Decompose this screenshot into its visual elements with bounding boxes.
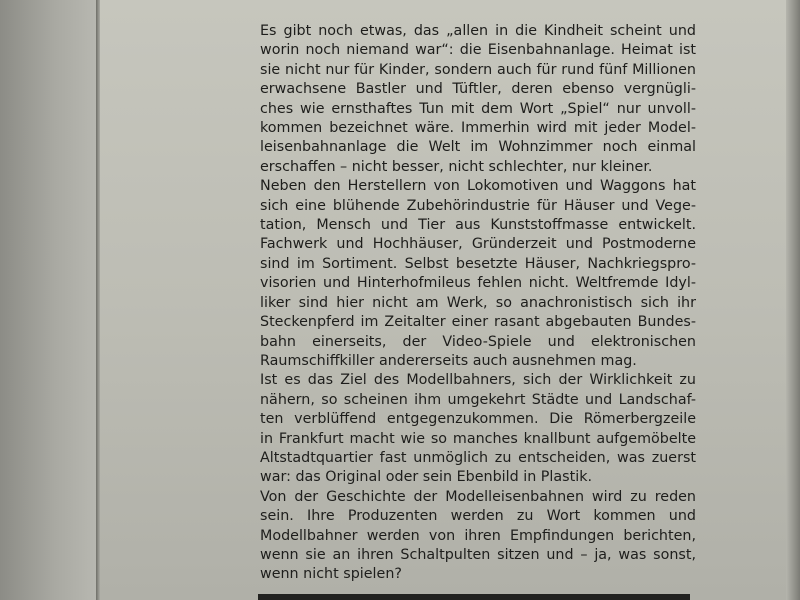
text-line: in Frankfurt macht wie so manches knallbunt aufgemöbelte xyxy=(260,430,696,447)
text-line: Ist es das Ziel des Modellbahners, sich der Wirklichkeit zu xyxy=(260,372,696,389)
text-line: worin noch niemand war“: die Eisenbahnanlage. Heimat ist xyxy=(260,42,696,59)
text-line: wenn nicht spielen? xyxy=(260,566,402,583)
text-line: sie nicht nur für Kinder, sondern auch für rund fünf Millionen xyxy=(260,61,696,78)
image-border-bar xyxy=(258,594,690,600)
text-line: ches wie ernsthaftes Tun mit dem Wort „Spiel“ nur unvoll- xyxy=(260,100,696,117)
text-line: bahn einerseits, der Video-Spiele und elektronischen xyxy=(260,333,696,350)
text-line: ten verblüffend entgegenzukommen. Die Römerbergzeile xyxy=(260,411,696,428)
text-line: Neben den Herstellern von Lokomotiven und Waggons hat xyxy=(260,178,696,195)
text-line: liker sind hier nicht am Werk, so anachronistisch sich ihr xyxy=(260,294,696,311)
text-line: kommen bezeichnet wäre. Immerhin wird mit jeder Model- xyxy=(260,120,696,137)
text-line: tation, Mensch und Tier aus Kunststoffmasse entwickelt. xyxy=(260,217,696,234)
text-line: sein. Ihre Produzenten werden zu Wort kommen und xyxy=(260,508,696,525)
text-line: sind im Sortiment. Selbst besetzte Häuser, Nachkriegspro- xyxy=(260,255,696,272)
text-line: Es gibt noch etwas, das „allen in die Kindheit scheint und xyxy=(260,23,696,39)
text-line: erwachsene Bastler und Tüftler, deren ebenso vergnügli- xyxy=(260,81,696,98)
text-line: erschaffen – nicht besser, nicht schlechter, nur kleiner. xyxy=(260,158,653,175)
text-line: leisenbahnanlage die Welt im Wohnzimmer noch einmal xyxy=(260,139,696,156)
right-page-edge xyxy=(786,0,800,600)
left-page xyxy=(0,0,100,600)
text-line: visorien und Hinterhofmileus fehlen nicht. Weltfremde Idyl- xyxy=(260,275,696,292)
text-line: Modellbahner werden von ihren Empfindungen berichten, xyxy=(260,527,696,544)
text-line: sich eine blühende Zubehörindustrie für Häuser und Vege- xyxy=(260,197,696,214)
text-line: Von der Geschichte der Modelleisenbahnen wird zu reden xyxy=(260,488,696,505)
body-text xyxy=(260,22,696,585)
text-line: war: das Original oder sein Ebenbild in Plastik. xyxy=(260,469,593,486)
text-line: wenn sie an ihren Schaltpulten sitzen und – ja, was sonst, xyxy=(260,546,696,563)
text-line: Altstadtquartier fast unmöglich zu entscheiden, was zuerst xyxy=(260,449,696,466)
text-line: nähern, so scheinen ihm umgekehrt Städte und Landschaf- xyxy=(260,391,696,408)
text-line: Fachwerk und Hochhäuser, Gründerzeit und Postmoderne xyxy=(260,236,696,253)
text-line: Steckenpferd im Zeitalter einer rasant abgebauten Bundes- xyxy=(260,314,696,331)
text-line: Raumschiffkiller andererseits auch ausnehmen mag. xyxy=(260,352,637,369)
